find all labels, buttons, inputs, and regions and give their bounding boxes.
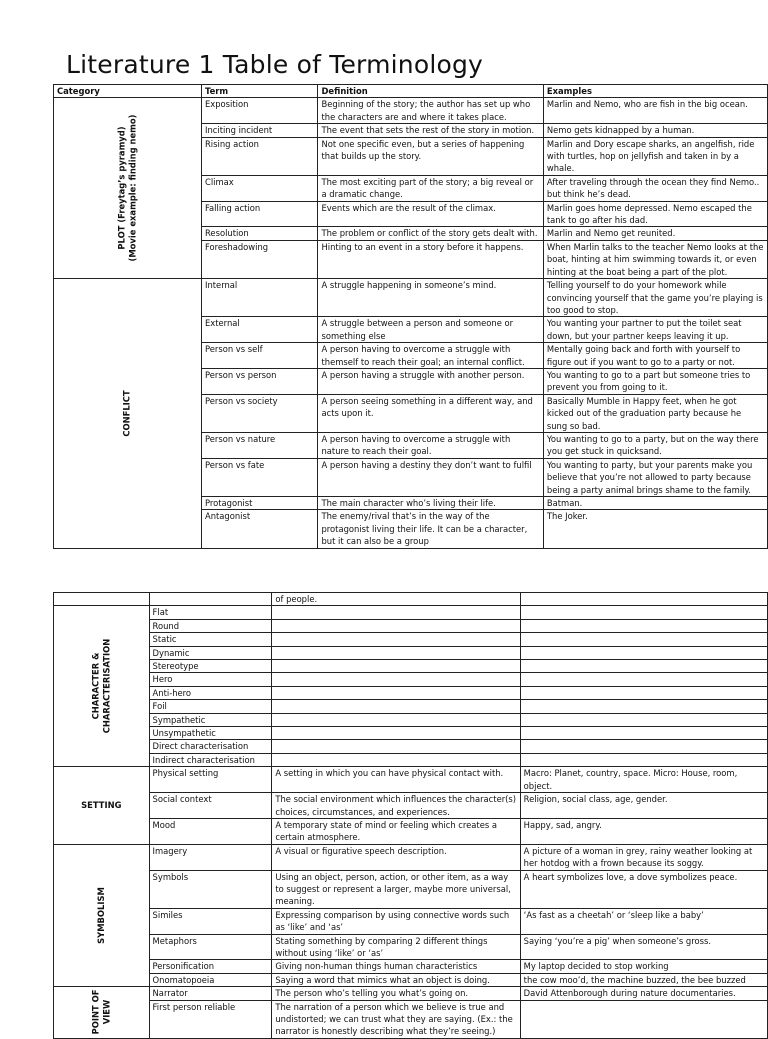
table-row	[54, 793, 768, 819]
term-cell: Physical setting	[149, 767, 272, 793]
definition-cell: Using an object, person, action, or other item, as a way to suggest or represent a larger, maybe more universal, meaning.	[272, 870, 520, 908]
category-symbolism-label: SYMBOLISM	[95, 887, 106, 945]
category-pov-line2: VIEW	[101, 1000, 112, 1025]
term-cell: Person vs self	[201, 343, 318, 369]
example-cell: A picture of a woman in grey, rainy weather looking at her hotdog with a frown because its soggy.	[520, 844, 767, 870]
table-row	[54, 606, 768, 619]
definition-cell: Events which are the result of the climax.	[318, 201, 543, 227]
term-cell: Rising action	[201, 137, 318, 175]
definition-cell: A temporary state of mind or feeling which creates a certain atmosphere.	[272, 818, 520, 844]
term-cell: Onomatopoeia	[149, 973, 272, 986]
example-cell	[520, 1000, 767, 1038]
definition-cell: A struggle between a person and someone or something else	[318, 317, 543, 343]
table-row	[54, 844, 768, 870]
table-row	[54, 908, 768, 934]
table-row	[54, 686, 768, 699]
terminology-table-part1	[53, 84, 768, 549]
table-row	[54, 713, 768, 726]
definition-cell: The person who’s telling you what’s going on.	[272, 987, 520, 1000]
table-row	[54, 973, 768, 986]
table-row	[54, 673, 768, 686]
term-cell: Person vs person	[201, 368, 318, 394]
table-row	[54, 740, 768, 753]
example-cell: Nemo gets kidnapped by a human.	[543, 124, 767, 137]
example-cell: A heart symbolizes love, a dove symbolizes peace.	[520, 870, 767, 908]
term-cell: External	[201, 317, 318, 343]
category-point-of-view	[54, 987, 150, 1039]
definition-cell: A person having to overcome a struggle with nature to reach their goal.	[318, 432, 543, 458]
term-cell: Protagonist	[201, 497, 318, 510]
category-conflict-label: CONFLICT	[121, 390, 132, 437]
definition-cell: The problem or conflict of the story gets dealt with.	[318, 227, 543, 240]
term-cell: Internal	[201, 279, 318, 317]
table-row	[54, 818, 768, 844]
example-cell: Macro: Planet, country, space. Micro: House, room, object.	[520, 767, 767, 793]
term-cell: Imagery	[149, 844, 272, 870]
definition-cell: Not one specific even, but a series of happening that builds up the story.	[318, 137, 543, 175]
page-title: Literature 1 Table of Terminology	[66, 50, 484, 79]
example-cell: Marlin goes home depressed. Nemo escaped the tank to go after his dad.	[543, 201, 767, 227]
header-examples: Examples	[543, 85, 767, 98]
term-cell: Symbols	[149, 870, 272, 908]
definition-cell: The event that sets the rest of the story in motion.	[318, 124, 543, 137]
example-cell: You wanting to go to a party, but on the way there you get stuck in quicksand.	[543, 432, 767, 458]
category-setting-label: SETTING	[81, 800, 122, 811]
header-term: Term	[201, 85, 318, 98]
example-cell: Marlin and Nemo get reunited.	[543, 227, 767, 240]
terminology-table-part2	[53, 592, 768, 1039]
term-cell: Round	[149, 619, 272, 632]
example-cell: ‘As fast as a cheetah’ or ‘sleep like a baby’	[520, 908, 767, 934]
table-row	[54, 646, 768, 659]
definition-cell: The enemy/rival that’s in the way of the protagonist living their life. It can be a character, but it can also be a group	[318, 510, 543, 548]
definition-cell: The social environment which influences the character(s) choices, circumstances, and experiences.	[272, 793, 520, 819]
definition-cell: A person having a struggle with another person.	[318, 368, 543, 394]
category-plot	[54, 98, 202, 279]
example-cell: Batman.	[543, 497, 767, 510]
table-row	[54, 700, 768, 713]
example-cell: After traveling through the ocean they find Nemo.. but think he’s dead.	[543, 175, 767, 201]
example-cell: Saying ‘you’re a pig’ when someone’s gross.	[520, 934, 767, 960]
definition-cell: Hinting to an event in a story before it happens.	[318, 240, 543, 278]
example-cell: The Joker.	[543, 510, 767, 548]
example-cell: You wanting to party, but your parents make you believe that you’re not allowed to party because being a party animal brings shame to the family.	[543, 458, 767, 496]
category-plot-line1: PLOT (Freytag’s pyramyd)	[116, 126, 127, 250]
table-row	[54, 753, 768, 766]
example-cell: Religion, social class, age, gender.	[520, 793, 767, 819]
example-cell: You wanting your partner to put the toilet seat down, but your partner keeps leaving it up.	[543, 317, 767, 343]
table-row	[54, 593, 768, 606]
definition-cell: The narration of a person which we believe is true and undistorted; we can trust what they are saying. (Ex.: the narrator is honestly describing what they’re seeing.)	[272, 1000, 520, 1038]
term-cell: Person vs nature	[201, 432, 318, 458]
term-cell: Direct characterisation	[149, 740, 272, 753]
example-cell: When Marlin talks to the teacher Nemo looks at the boat, hinting at him swimming towards it, or even hinting at the boat being a part of the plot.	[543, 240, 767, 278]
term-cell: Unsympathetic	[149, 727, 272, 740]
term-cell: Stereotype	[149, 660, 272, 673]
category-characterisation-line2: CHARACTERISATION	[101, 638, 112, 734]
table-row	[54, 767, 768, 793]
term-cell: Foil	[149, 700, 272, 713]
table-row	[54, 960, 768, 973]
example-cell: Basically Mumble in Happy feet, when he got kicked out of the graduation party because he sung so bad.	[543, 394, 767, 432]
table-row	[54, 660, 768, 673]
term-cell: Resolution	[201, 227, 318, 240]
term-cell: Static	[149, 633, 272, 646]
example-cell: Telling yourself to do your homework while convincing yourself that the game you’re playing is too good to stop.	[543, 279, 767, 317]
category-symbolism	[54, 844, 150, 986]
term-cell: Narrator	[149, 987, 272, 1000]
definition-cell: A visual or figurative speech description.	[272, 844, 520, 870]
definition-cell: The main character who’s living their life.	[318, 497, 543, 510]
term-cell: Similes	[149, 908, 272, 934]
term-cell: Metaphors	[149, 934, 272, 960]
definition-cell: The most exciting part of the story; a big reveal or a dramatic change.	[318, 175, 543, 201]
example-cell: My laptop decided to stop working	[520, 960, 767, 973]
example-cell: Mentally going back and forth with yourself to figure out if you want to go to a party or not.	[543, 343, 767, 369]
example-cell: Happy, sad, angry.	[520, 818, 767, 844]
term-cell: Hero	[149, 673, 272, 686]
definition-cell: A setting in which you can have physical contact with.	[272, 767, 520, 793]
definition-cell: Beginning of the story; the author has set up who the characters are and where it takes place.	[318, 98, 543, 124]
term-cell: Person vs society	[201, 394, 318, 432]
definition-cell: A person seeing something in a different way, and acts upon it.	[318, 394, 543, 432]
header-category: Category	[54, 85, 202, 98]
term-cell: Climax	[201, 175, 318, 201]
example-cell: David Attenborough during nature documentaries.	[520, 987, 767, 1000]
table-row	[54, 633, 768, 646]
term-cell: Anti-hero	[149, 686, 272, 699]
category-conflict	[54, 279, 202, 549]
category-plot-line2: (Movie example: finding nemo)	[127, 114, 138, 262]
term-cell: Social context	[149, 793, 272, 819]
definition-cell: Stating something by comparing 2 different things without using ‘like’ or ‘as’	[272, 934, 520, 960]
definition-cell: Giving non-human things human characteristics	[272, 960, 520, 973]
definition-cell: A struggle happening in someone’s mind.	[318, 279, 543, 317]
term-cell: Personification	[149, 960, 272, 973]
term-cell: Indirect characterisation	[149, 753, 272, 766]
example-cell: Marlin and Nemo, who are fish in the big ocean.	[543, 98, 767, 124]
example-cell: Marlin and Dory escape sharks, an angelfish, ride with turtles, hop on jellyfish and taken in by a whale.	[543, 137, 767, 175]
category-characterisation-line1: CHARACTER &	[90, 652, 101, 720]
definition-cell: A person having to overcome a struggle with themself to reach their goal; an internal conflict.	[318, 343, 543, 369]
header-definition: Definition	[318, 85, 543, 98]
category-characterisation	[54, 606, 150, 767]
table-row	[54, 870, 768, 908]
table-row	[54, 987, 768, 1000]
term-cell: Dynamic	[149, 646, 272, 659]
term-cell: Falling action	[201, 201, 318, 227]
term-cell: Flat	[149, 606, 272, 619]
term-cell: Exposition	[201, 98, 318, 124]
header-row	[54, 85, 768, 98]
definition-cell: Saying a word that mimics what an object is doing.	[272, 973, 520, 986]
term-cell: Sympathetic	[149, 713, 272, 726]
definition-cell: Expressing comparison by using connective words such as ‘like’ and ‘as’	[272, 908, 520, 934]
table-row	[54, 279, 768, 317]
example-cell: the cow moo’d, the machine buzzed, the bee buzzed	[520, 973, 767, 986]
term-cell: Foreshadowing	[201, 240, 318, 278]
table-row	[54, 619, 768, 632]
example-cell: You wanting to go to a part but someone tries to prevent you from going to it.	[543, 368, 767, 394]
term-cell: First person reliable	[149, 1000, 272, 1038]
table-row	[54, 727, 768, 740]
term-cell: Person vs fate	[201, 458, 318, 496]
category-setting	[54, 767, 150, 844]
category-pov-line1: POINT OF	[90, 989, 101, 1035]
table-row	[54, 1000, 768, 1038]
term-cell: Mood	[149, 818, 272, 844]
term-cell: Inciting incident	[201, 124, 318, 137]
continuation-cell: of people.	[272, 593, 520, 606]
table-row	[54, 934, 768, 960]
definition-cell: A person having a destiny they don’t want to fulfil	[318, 458, 543, 496]
table-row	[54, 98, 768, 124]
term-cell: Antagonist	[201, 510, 318, 548]
